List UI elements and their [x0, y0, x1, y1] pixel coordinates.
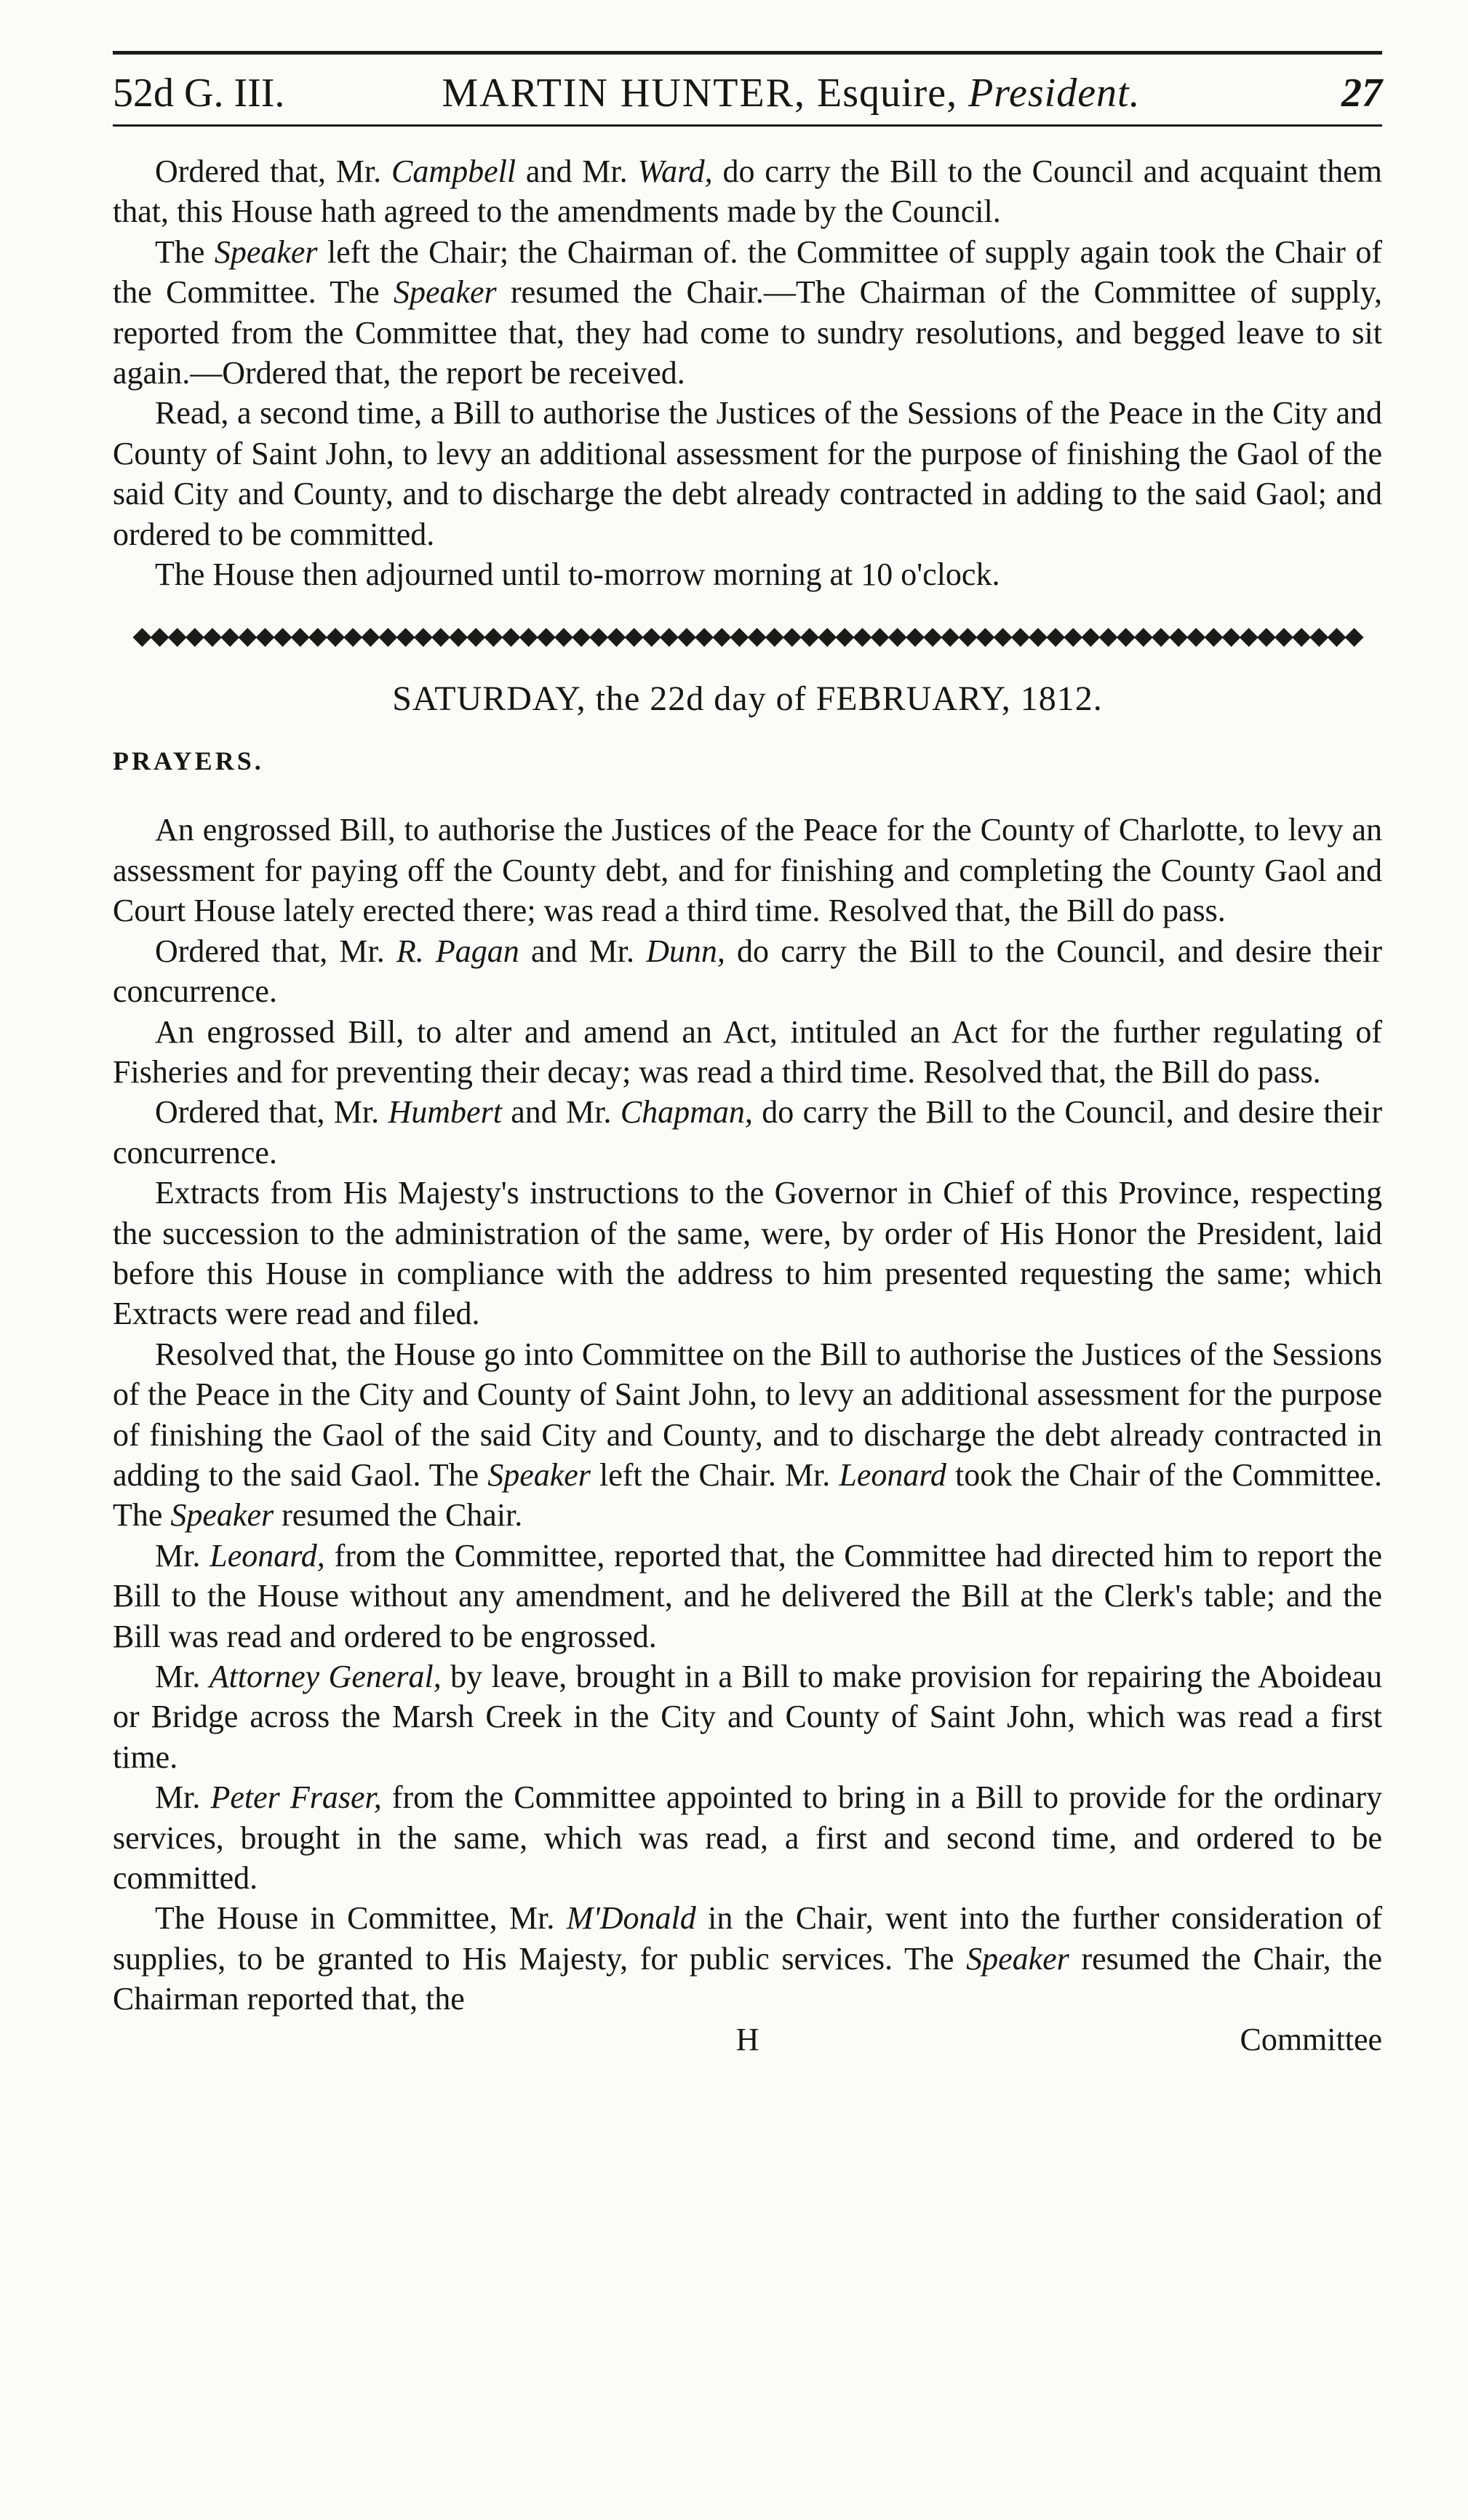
paragraph: Ordered that, Mr. R. Pagan and Mr. Dunn, do carry the Bill to the Council, and desire their concurrence.: [113, 933, 1382, 1010]
top-rule: [113, 51, 1382, 55]
paragraph: Resolved that, the House go into Committee on the Bill to authorise the Justices of the Sessions of the Peace in the City and County of Saint John, to levy an additional assessment for the purpose of finishing the Gaol of the said City and County, and to discharge the debt already contracted in adding to the said Gaol. The Speaker left the Chair. Mr. Leonard took the Chair of the Committee. The Speaker resumed the Chair.: [113, 1336, 1383, 1534]
president-heading: MARTIN HUNTER, Esquire, President.: [442, 71, 1141, 116]
paragraph: Mr. Peter Fraser, from the Committee appointed to bring in a Bill to provide for the ordinary services, brought in the same, which was read, a first and second time, and ordered to be committed.: [113, 1779, 1382, 1897]
paragraph: An engrossed Bill, to alter and amend an Act, intituled an Act for the further regulating of Fisheries and for preventing their decay; was read a third time. Resolved that, the Bill do pass.: [113, 1013, 1382, 1090]
paragraph: The House then adjourned until to-morrow morning at 10 o'clock.: [155, 557, 1000, 593]
paragraph: An engrossed Bill, to authorise the Justices of the Peace for the County of Charlotte, to levy an assessment for paying off the County debt, and for finishing and completing the County Gaol and Court House lately erected there; was read a third time. Resolved that, the Bill do pass.: [113, 812, 1382, 929]
paragraph: Ordered that, Mr. Humbert and Mr. Chapman, do carry the Bill to the Council, and desire their concurrence.: [113, 1094, 1382, 1171]
paragraph: The Speaker left the Chair; the Chairman of. the Committee of supply again took the Chair of the Committee. The Speaker resumed the Chair.—The Chairman of the Committee of supply, reported from the Committee that, they had come to sundry resolutions, and begged leave to sit again.—Ordered that, the report be received.: [113, 234, 1383, 391]
page-number: 27: [1341, 71, 1382, 116]
signature-mark: H: [735, 2021, 759, 2057]
paragraph: Ordered that, Mr. Campbell and Mr. Ward, do carry the Bill to the Council and acquaint them that, this House hath agreed to the amendments made by the Council.: [113, 153, 1382, 230]
book-page: [113, 51, 1382, 2063]
paragraph: The House in Committee, Mr. M'Donald in the Chair, went into the further consideration of supplies, to be granted to His Majesty, for public services. The Speaker resumed the Chair, the Chairman reported that, the: [113, 1900, 1382, 2017]
paragraph: Mr. Leonard, from the Committee, reported that, the Committee had directed him to report the Bill to the House without any amendment, and he delivered the Bill at the Clerk's table; and the Bill was read and ordered to be engrossed.: [113, 1537, 1382, 1654]
prayers-heading: PRAYERS.: [113, 746, 264, 776]
ornamental-divider: ◆◆◆◆◆◆◆◆◆◆◆◆◆◆◆◆◆◆◆◆◆◆◆◆◆◆◆◆◆◆◆◆◆◆◆◆◆◆◆◆◆◆◆◆◆◆◆◆◆◆◆◆◆◆◆◆◆◆◆◆◆◆◆◆◆◆◆◆◆◆: [132, 623, 1363, 650]
regnal-year: 52d G. III.: [113, 71, 285, 116]
header-rule: [113, 124, 1382, 127]
paragraph: Extracts from His Majesty's instructions to the Governor in Chief of this Province, respecting the succession to the administration of the same, were, by order of His Honor the President, laid before this House in compliance with the address to him presented requesting the same; which Extracts were read and filed.: [113, 1175, 1382, 1332]
paragraph: Mr. Attorney General, by leave, brought in a Bill to make provision for repairing the Aboideau or Bridge across the Marsh Creek in the City and County of Saint John, which was read a first time.: [113, 1659, 1382, 1775]
catchword: Committee: [1240, 2021, 1382, 2057]
page-footer: [113, 2019, 1382, 2063]
running-head: [113, 69, 1382, 117]
paragraph: Read, a second time, a Bill to authorise the Justices of the Sessions of the Peace in the City and County of Saint John, to levy an additional assessment for the purpose of finishing the Gaol of the said City and County, and to discharge the debt already contracted in adding to the said Gaol; and ordered to be committed.: [113, 395, 1382, 552]
date-heading: SATURDAY, the 22d day of FEBRUARY, 1812.: [392, 679, 1103, 719]
